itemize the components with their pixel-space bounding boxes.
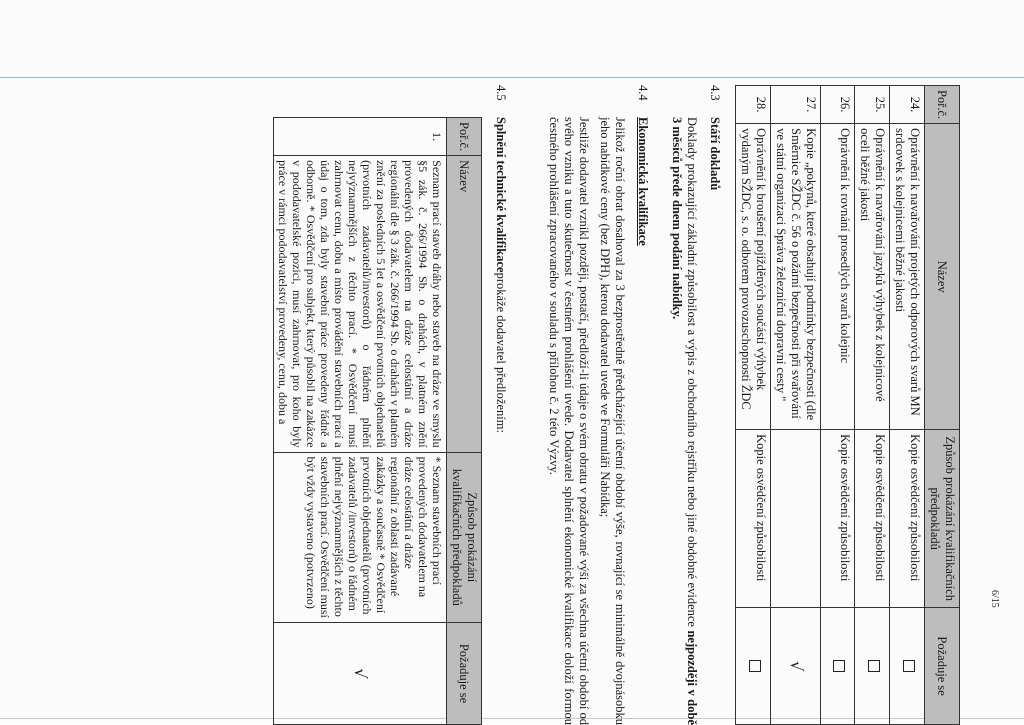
table1-header-way: Způsob prokázání kvalifikačních předpokladů [925,430,960,608]
checkmark-icon[interactable]: √ [351,668,371,679]
section-number: 4.3 [708,85,722,101]
section-paragraph: Jelikož roční obrat dosahoval za 3 bezprostředně předcházející účetní období výše, rovnající se minimálně dvojnásobku jeho nabídkové ceny (bez DPH), kterou dodavatel uvede ve Formuláři Nabídka; [598,117,627,725]
checkbox-cell[interactable] [855,608,890,725]
table-row [821,86,855,725]
checkbox-cell[interactable] [890,608,925,725]
row-name: Oprávnění k rovnání prosedlých svarů kolejnic [821,124,855,430]
row-proof: Kopie osvědčení způsobilosti [890,430,925,608]
row-proof: Kopie osvědčení způsobilosti [736,430,771,608]
checkbox-cell[interactable] [821,608,855,725]
table2-header-name: Název [447,156,482,452]
row-name: Oprávnění k broušení pojížděných součástí výhybek vydaným SŽDC, s. o. odborem provozuschopnosti ŽDC [736,124,771,430]
section-number: 4.5 [494,85,508,101]
checkbox-cell[interactable] [736,608,771,725]
row-name: Oprávnění k navařování jazyků výhybek z kolejnicové oceli běžné jakosti [855,124,890,430]
checkmark-cell[interactable] [771,608,821,725]
empty-checkbox-icon[interactable] [834,660,846,672]
table-row [771,86,821,725]
table2-header-way: Způsob prokázání kvalifikačních předpokladů [447,452,482,622]
row-name: Seznam prací staveb dráhy nebo staveb na dráze ve smyslu §5 zák. č. 266/1994 Sb. o drahách, v platném znění provedených dodavatelem na dráze celostátní a dráze regionální dle § 3 zák. č. 266/1994 Sb. o drahách v platném znění za posledních 5 let a osvědčení prvotních objednatelů (prvotních zadavatelů/investorů) o řádném plnění nejvýznamnějších z těchto prací. * Osvědčení musí zahrnovat cenu, dobu a místo provádění stavebních prací a údaj o tom, zda byly stavební práce provedeny řádně a odborně. * Osvědčení pro subjekt, který působil na zakázce v pododavatelské pozici, musí zahrnovat, pro koho byly práce v rámci pododavatelství provedeny, cenu, dobu a [274,156,447,452]
row-number: 24. [890,86,925,124]
table2-header-required: Požaduje se [447,623,482,725]
section-title: Stáří dokladů [708,117,722,191]
table1-header-required: Požaduje se [925,608,960,725]
section-paragraph: Doklady prokazující základní způsobilost a výpis z obchodního rejstříku nebo jiné obdobné evidence nejpozději v době 3 měsíců přede dnem podání nabídky. [670,117,699,725]
empty-checkbox-icon[interactable] [749,660,761,672]
table2-header-row [447,118,482,725]
row-proof: Kopie osvědčení způsobilosti [855,430,890,608]
checkmark-cell[interactable] [274,623,447,725]
table1-header-row [925,86,960,725]
header-rule [0,77,1024,78]
row-number: 28. [736,86,771,124]
row-number: 1. [274,118,447,156]
section-intro: prokáže dodavatel předložením: [494,272,508,433]
section-4-5 [493,85,508,725]
row-proof: * Seznam stavebních prací provedených dodavatelem na dráze celostátní a dráze regionální z oblasti zadávané zakázky a současně * Osvědčení prvotních objednatelů (prvotních zadavatelů /investorů) o řádném plnění nejvýznamnějších z těchto stavebních prací. Osvědčení musí být vždy vystaveno (potvrzeno) [274,452,447,622]
row-number: 27. [771,86,821,124]
section-paragraph: Jestliže dodavatel vznikl později, postačí, předloží-li údaje o svém obratu v požadované výši za všechna účetní období od svého vzniku a tuto skutečnost v čestném prohlášení uvede. Dodavatel splnění ekonomické kvalifikace doloží formou čestného prohlášení zpracovaného v souladu s přílohou č. 2 této Výzvy. [547,117,591,725]
table-row [890,86,925,725]
section-4-3 [663,85,722,725]
qualification-table-1 [735,85,960,725]
section-title: Ekonomická kvalifikace [636,117,650,246]
row-proof: Kopie osvědčení způsobilosti [821,430,855,608]
section-4-4 [540,85,650,725]
empty-checkbox-icon[interactable] [868,660,880,672]
qualification-table-2 [273,117,482,725]
table-row [855,86,890,725]
table-row [736,86,771,725]
row-name: Kopie „pokynů, které obsahují podmínky bezpečnosti (dle Směrnice SŽDC č. 56 o požární bezpečnosti při svařování ve státní organizaci Správa železniční dopravní cesty " [771,124,821,430]
page-number: 6/15 [989,590,1000,608]
rotated-page-content [60,85,960,725]
section-title: Splnění technické kvalifikace [494,117,508,273]
empty-checkbox-icon[interactable] [903,660,915,672]
row-name: Oprávnění k navařování projetých odporových svarů MN srdcovek s kolejnicemi běžné jakosti [890,124,925,430]
row-number: 26. [821,86,855,124]
row-number: 25. [855,86,890,124]
table-row [274,118,447,725]
table1-header-name: Název [925,124,960,430]
checkmark-icon[interactable]: √ [787,661,806,672]
row-proof [771,430,821,608]
table2-header-no: Poř.č. [447,118,482,156]
section-number: 4.4 [636,85,650,101]
table1-header-no: Poř.č. [925,86,960,124]
